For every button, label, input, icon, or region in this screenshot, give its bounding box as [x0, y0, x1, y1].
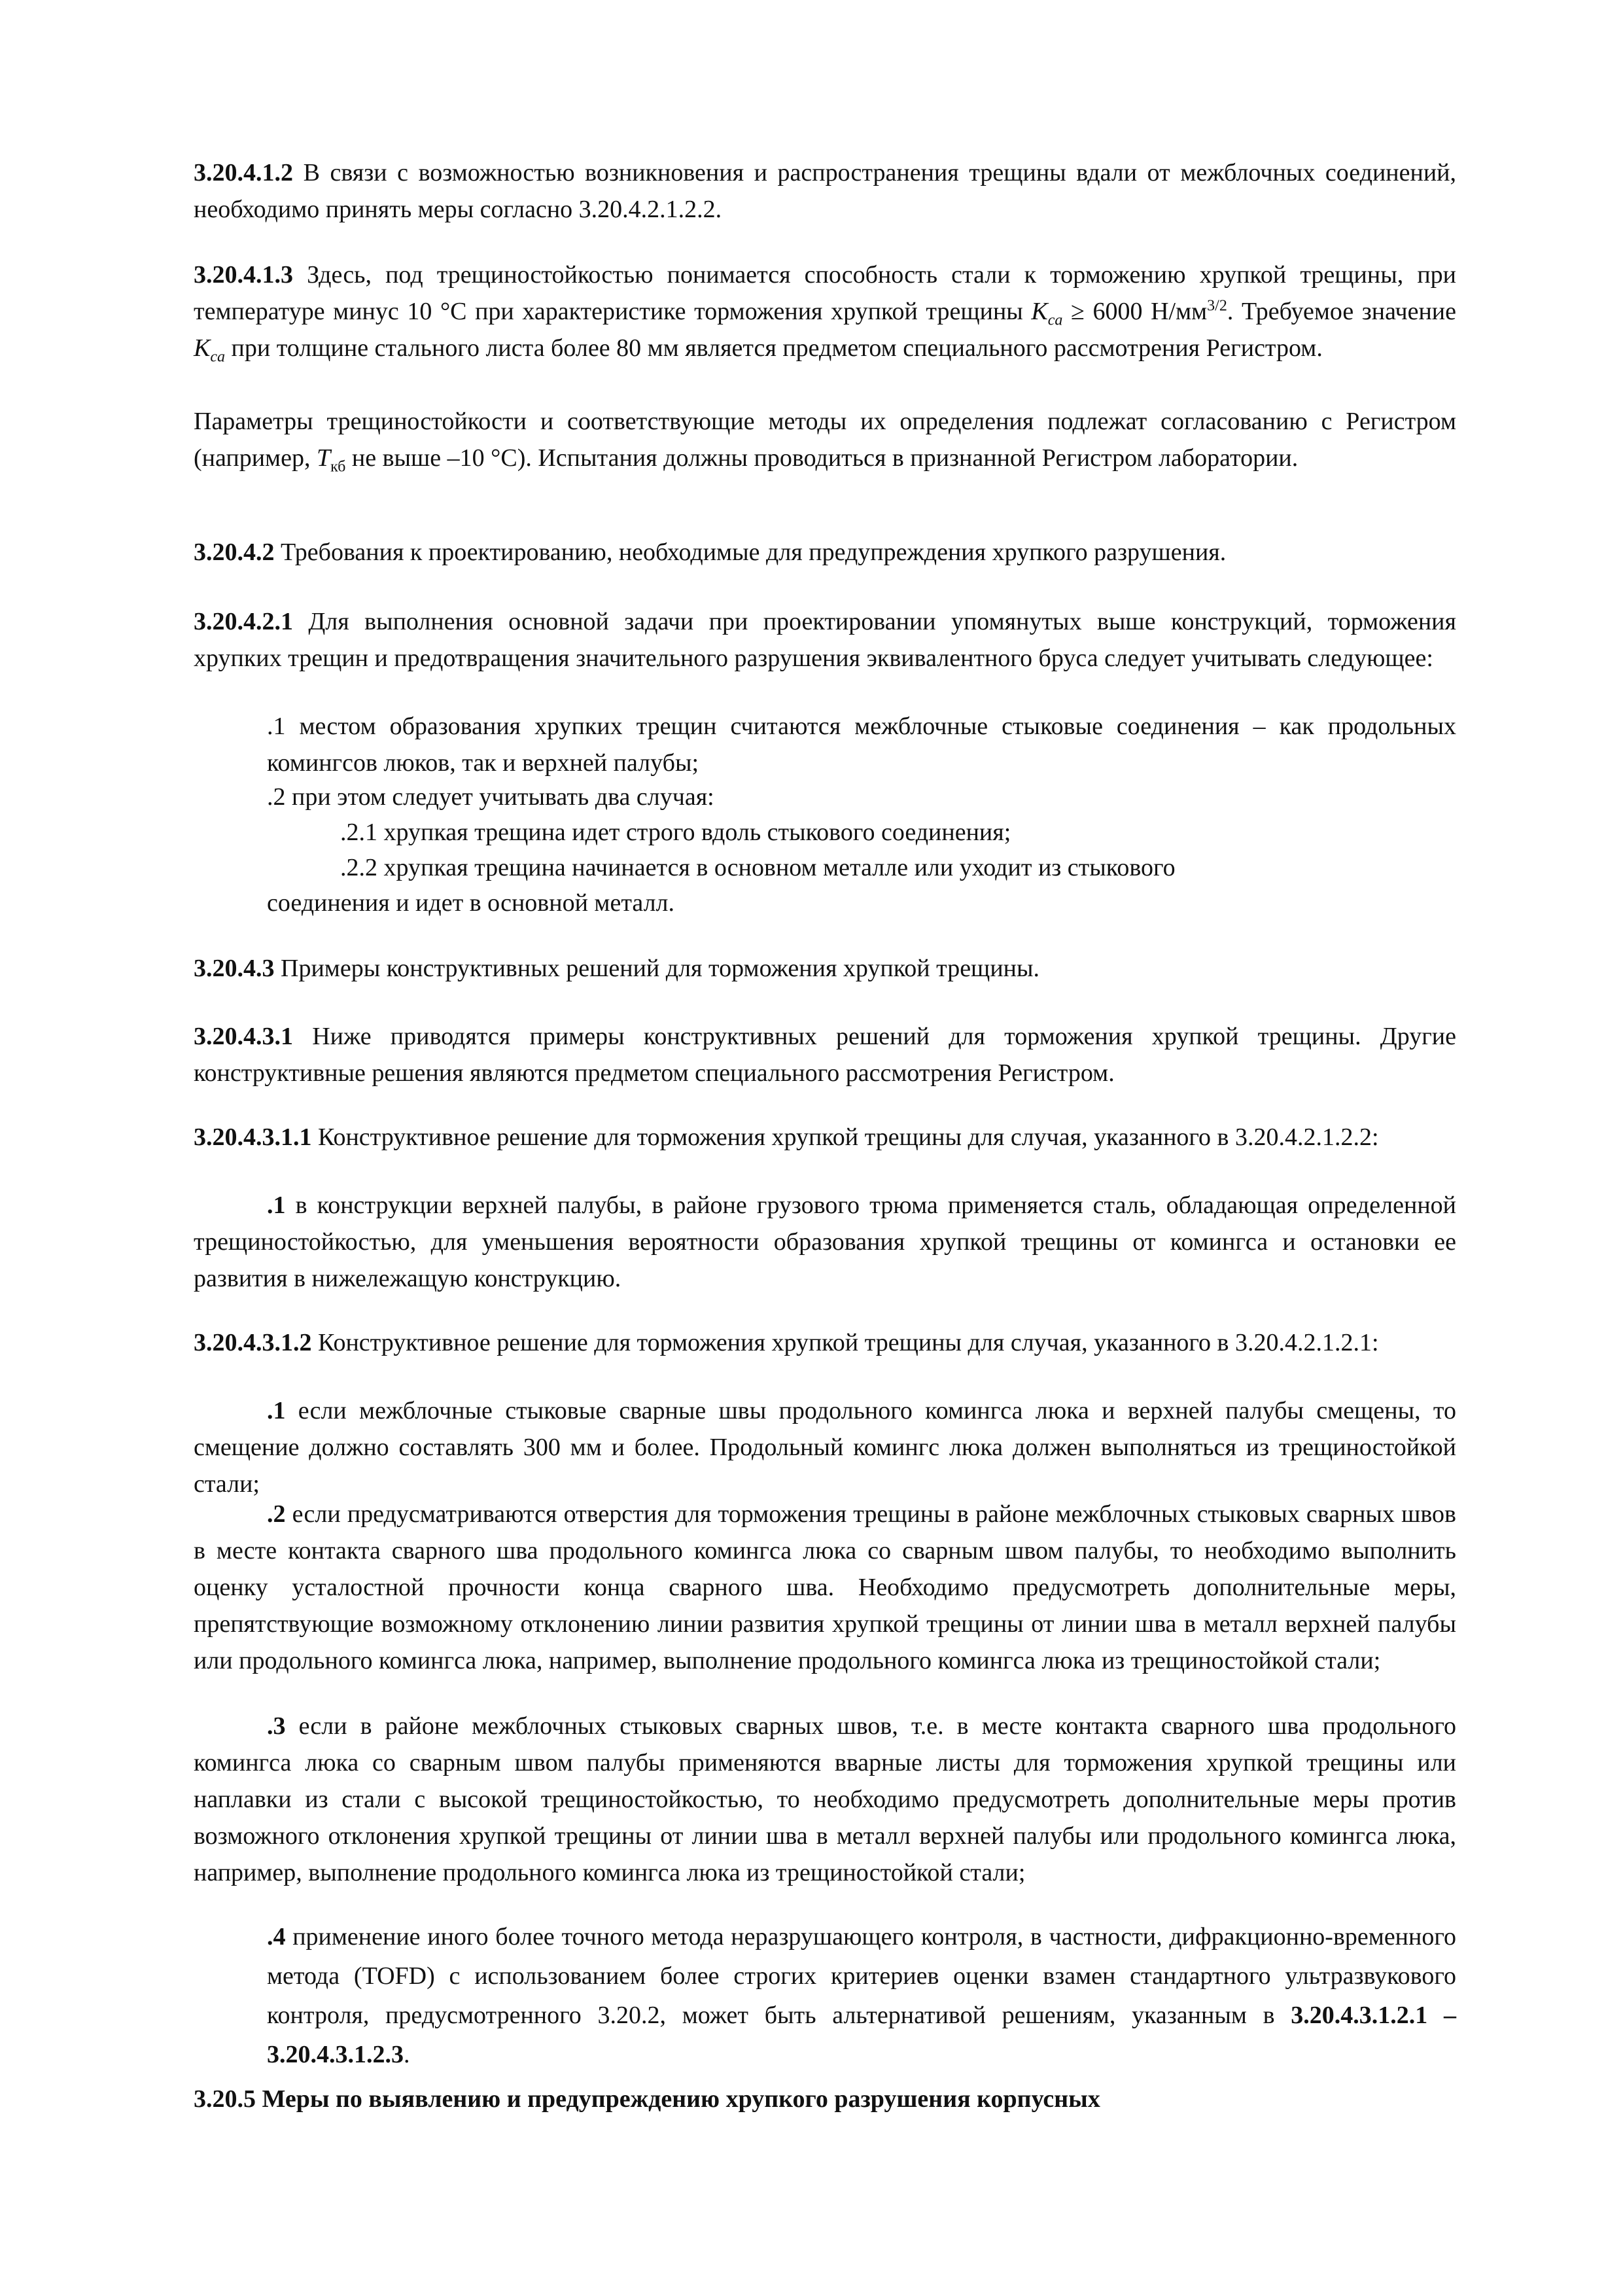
clause-number: 3.20.4.3.1.2: [194, 1329, 312, 1356]
paragraph-text: при толщине стального листа более 80 мм является предметом специального рассмотрения Регистром.: [225, 334, 1323, 362]
clause-number: 3.20.4.2.1: [194, 608, 293, 635]
list-item-2: .2 при этом следует учитывать два случая:: [267, 783, 714, 811]
paragraph-3-20-4-3: [194, 950, 1456, 987]
item-number: .3: [267, 1712, 286, 1740]
symbol-k: K: [194, 334, 211, 362]
paragraph-text: Требования к проектированию, необходимые для предупреждения хрупкого разрушения.: [274, 539, 1227, 566]
clause-number: 3.20.4.2: [194, 539, 275, 566]
paragraph-3-20-4-3-1-1: [194, 1119, 1456, 1156]
paragraph-3-20-4-3-1: [194, 1018, 1456, 1091]
paragraph-text: Здесь, под трещиностойкостью понимается способность стали к торможению хрупкой трещины, при температуре минус 10 °С при характеристике торможения хрупкой трещины: [194, 261, 1456, 325]
list-item-1: .1 местом образования хрупких трещин считаются межблочные стыковые соединения – как продольных комингсов люков, так и верхней палубы;: [267, 713, 1456, 777]
paragraph-text: если предусматриваются отверстия для торможения трещины в районе межблочных стыковых сварных швов в месте контакта сварного шва продольного комингса люка со сварным швом палубы, то необходимо выполнить оценку усталостной прочности конца сварного шва. Необходимо предусмотреть дополнительные меры, препятствующие возможному отклонению линии развития хрупкой трещины от линии шва в металл верхней палубы или продольного комингса люка, например, выполнение продольного комингса люка из трещиностойкой стали;: [194, 1500, 1456, 1674]
clause-number: 3.20.4.3: [194, 955, 275, 982]
symbol-t-subscript: кб: [330, 458, 346, 476]
paragraph-3-20-4-3-1-2-item-2: [194, 1496, 1456, 1679]
clause-number: 3.20.4.3.1: [194, 1023, 293, 1050]
section-heading-3-20-5: 3.20.5 Меры по выявлению и предупреждению хрупкого разрушения корпусных: [194, 2085, 1100, 2113]
paragraph-text: Примеры конструктивных решений для торможения хрупкой трещины.: [274, 955, 1040, 982]
list-item-2-2-continued: соединения и идет в основной металл.: [267, 889, 675, 917]
paragraph-text: .: [404, 2041, 410, 2068]
paragraph-text: . Требуемое значение: [1227, 298, 1456, 325]
paragraph-text: не выше –10 °С). Испытания должны проводиться в признанной Регистром лаборатории.: [345, 444, 1299, 472]
clause-number: 3.20.4.1.2: [194, 159, 293, 186]
paragraph-text: Конструктивное решение для торможения хрупкой трещины для случая, указанного в 3.20.4.2.1.2.2:: [311, 1123, 1379, 1151]
paragraph-text: если межблочные стыковые сварные швы продольного комингса люка и верхней палубы смещены, то смещение должно составлять 300 мм и более. Продольный комингс люка должен выполняться из трещиностойкой стали;: [194, 1397, 1456, 1498]
unit-exponent: 3/2: [1207, 297, 1227, 315]
list-item-2-1: .2.1 хрупкая трещина идет строго вдоль стыкового соединения;: [340, 819, 1011, 846]
clause-reference: 3.20.4.3.1.2.1 – 3.20.4.3.1.2.3: [267, 2002, 1457, 2068]
paragraph-text: В связи с возможностью возникновения и распространения трещины вдали от межблочных соединений, необходимо принять меры согласно 3.20.4.2.1.2.2.: [194, 159, 1456, 223]
paragraph-3-20-4-2: [194, 534, 1456, 571]
paragraph-text: применение иного более точного метода неразрушающего контроля, в частности, дифракционно-временного метода (TOFD) с использованием более строгих критериев оценки взамен стандартного ультразвукового контроля, предусмотренного 3.20.2, может быть альтернативой решениям, указанным в: [267, 1923, 1456, 2029]
paragraph-3-20-4-3-1-1-item-1: [194, 1187, 1456, 1297]
paragraph-3-20-4-3-1-2-item-4: [267, 1917, 1456, 2074]
paragraph-text: в конструкции верхней палубы, в районе грузового трюма применяется сталь, обладающая определенной трещиностойкостью, для уменьшения вероятности образования хрупкой трещины от комингса и остановки ее развития в нижележащую конструкцию.: [194, 1192, 1456, 1292]
clause-number: 3.20.4.1.3: [194, 261, 293, 289]
paragraph-text: Для выполнения основной задачи при проектировании упомянутых выше конструкций, торможения хрупких трещин и предотвращения значительного разрушения эквивалентного бруса следует учитывать следующее:: [194, 608, 1456, 672]
symbol-k: K: [1031, 298, 1048, 325]
paragraph-3-20-4-3-1-2: [194, 1324, 1456, 1361]
paragraph-3-20-4-3-1-2-item-1: [194, 1392, 1456, 1502]
item-number: .2: [267, 1500, 286, 1528]
item-number: .1: [267, 1397, 286, 1424]
item-number: .4: [267, 1923, 286, 1951]
paragraph-text: Конструктивное решение для торможения хрупкой трещины для случая, указанного в 3.20.4.2.1.2.1:: [311, 1329, 1379, 1356]
list-item-2-2: .2.2 хрупкая трещина начинается в основном металле или уходит из стыкового: [340, 854, 1176, 881]
symbol-t: T: [316, 444, 331, 472]
symbol-k-subscript: ca: [1047, 311, 1063, 329]
paragraph-text: Параметры трещиностойкости и соответствующие методы их определения подлежат согласованию с Регистром (например,: [194, 408, 1456, 472]
paragraph-3-20-4-2-1: [194, 603, 1456, 677]
paragraph-crack-resistance-parameters: [194, 403, 1456, 476]
paragraph-3-20-4-1-3: [194, 256, 1456, 366]
paragraph-text: если в районе межблочных стыковых сварных швов, т.е. в месте контакта сварного шва продольного комингса люка со сварным швом палубы применяются вварные листы для торможения хрупкой трещины или наплавки из стали с высокой трещиностойкостью, то необходимо предусмотреть дополнительные меры против возможного отклонения хрупкой трещины от линии шва в металл верхней палубы или продольного комингса люка, например, выполнение продольного комингса люка из трещиностойкой стали;: [194, 1712, 1456, 1886]
symbol-k-subscript: ca: [210, 348, 226, 366]
item-number: .1: [267, 1192, 286, 1219]
paragraph-3-20-4-3-1-2-item-3: [194, 1708, 1456, 1891]
paragraph-3-20-4-1-2: [194, 154, 1456, 228]
paragraph-text: Ниже приводятся примеры конструктивных решений для торможения хрупкой трещины. Другие конструктивные решения являются предметом специального рассмотрения Регистром.: [194, 1023, 1456, 1087]
paragraph-text: ≥ 6000 Н/мм: [1062, 298, 1208, 325]
clause-number: 3.20.4.3.1.1: [194, 1123, 312, 1151]
